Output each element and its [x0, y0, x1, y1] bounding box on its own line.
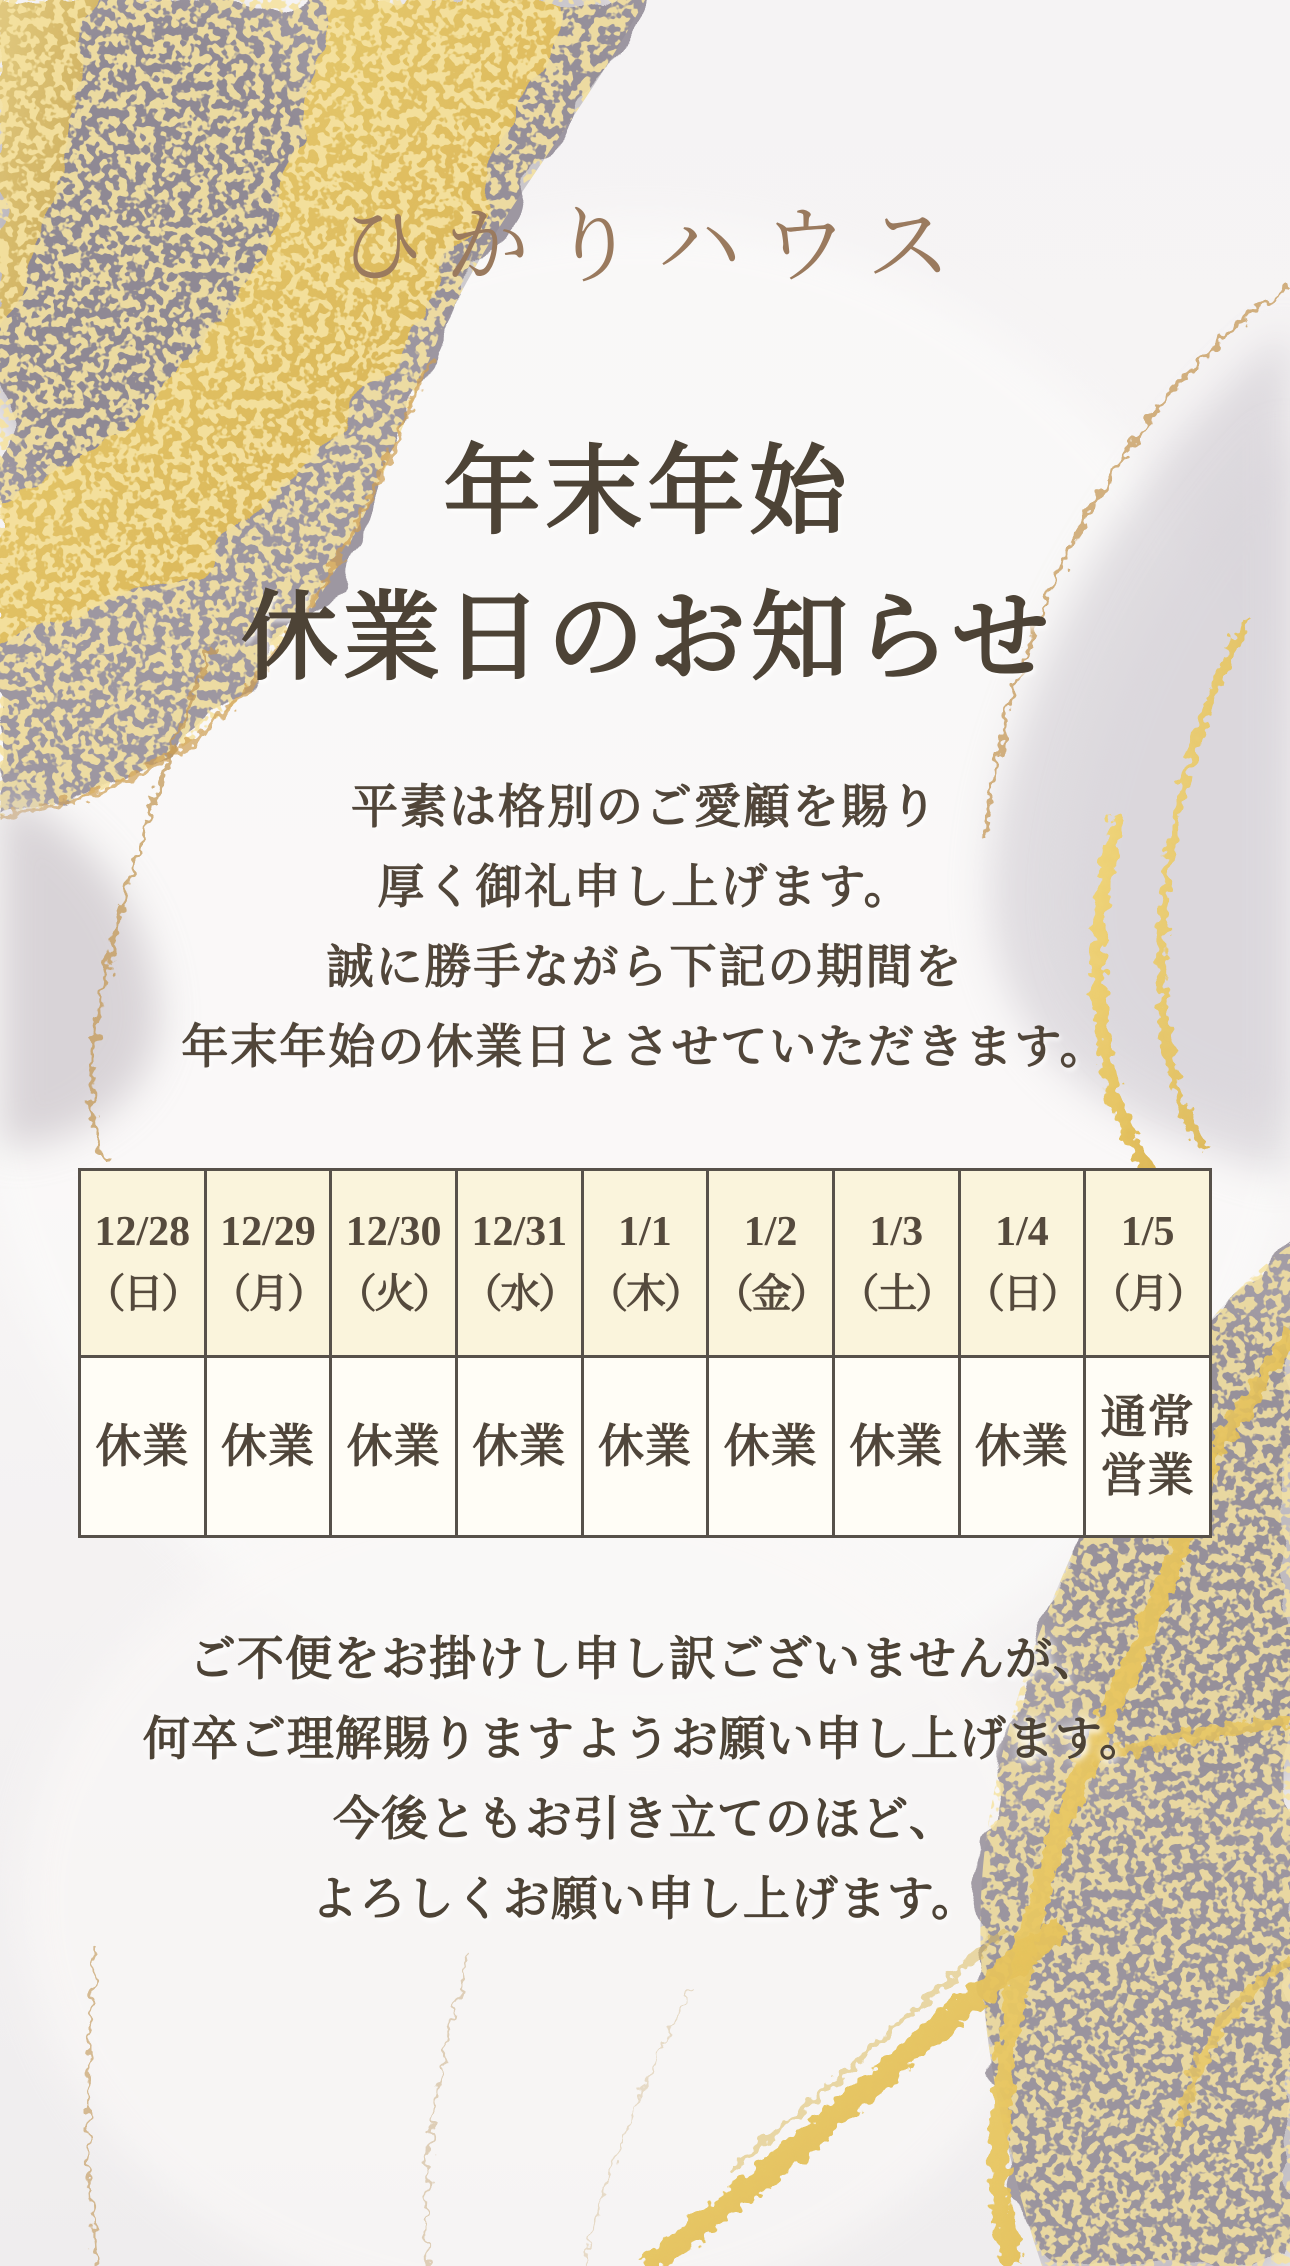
notice-title: [0, 420, 1290, 712]
schedule-date-header: [331, 1170, 457, 1357]
schedule-date-header: [582, 1170, 708, 1357]
table-header-row: [80, 1170, 1211, 1357]
date-label: 12/31: [471, 1209, 568, 1255]
weekday-label: （火）: [336, 1271, 451, 1316]
schedule-status-cell: 休業: [708, 1357, 834, 1537]
schedule-status-cell: 休業: [582, 1357, 708, 1537]
weekday-label: （水）: [462, 1271, 577, 1316]
weekday-label: （月）: [1090, 1271, 1205, 1316]
date-label: 1/2: [743, 1209, 798, 1255]
closing-line: よろしくお願い申し上げます。: [310, 1874, 980, 1926]
date-label: 1/5: [1120, 1209, 1175, 1255]
greeting-paragraph: [0, 768, 1290, 1088]
greeting-line: 年末年始の休業日とさせていただきます。: [181, 1022, 1109, 1074]
closing-line: 今後ともお引き立てのほど、: [333, 1794, 957, 1846]
schedule-status-cell: 休業: [833, 1357, 959, 1537]
schedule-date-header: [833, 1170, 959, 1357]
store-name: ひかりハウス: [339, 199, 973, 293]
greeting-line: 厚く御礼申し上げます。: [377, 862, 913, 914]
schedule-date-header: [1085, 1170, 1211, 1357]
weekday-label: （木）: [587, 1271, 702, 1316]
notice-title-line2: 休業日のお知らせ: [240, 585, 1055, 692]
weekday-label: （土）: [839, 1271, 954, 1316]
schedule-status-cell: 休業: [331, 1357, 457, 1537]
schedule-date-header: [959, 1170, 1085, 1357]
date-label: 12/28: [94, 1209, 191, 1255]
date-label: 1/4: [995, 1209, 1049, 1255]
schedule-status-cell: 休業: [205, 1357, 331, 1537]
greeting-line: 平素は格別のご愛顧を賜り: [351, 782, 939, 834]
weekday-label: （金）: [713, 1271, 828, 1316]
schedule-date-header: [708, 1170, 834, 1357]
table-status-row: [80, 1357, 1211, 1537]
date-label: 1/1: [618, 1209, 672, 1255]
schedule-status-cell: 通常営業: [1085, 1357, 1211, 1537]
schedule-status-cell: 休業: [80, 1357, 206, 1537]
weekday-label: （日）: [964, 1271, 1079, 1316]
schedule-date-header: [80, 1170, 206, 1357]
closing-line: ご不便をお掛けし申し訳ございませんが、: [189, 1634, 1101, 1686]
greeting-line: 誠に勝手ながら下記の期間を: [326, 942, 964, 994]
date-label: 12/29: [220, 1209, 316, 1255]
weekday-label: （月）: [210, 1271, 325, 1316]
schedule-date-header: [456, 1170, 582, 1357]
schedule-status-cell: 休業: [959, 1357, 1085, 1537]
closing-paragraph: [0, 1620, 1290, 1940]
holiday-schedule-table: [78, 1168, 1212, 1538]
weekday-label: （日）: [85, 1271, 200, 1316]
notice-title-line1: 年末年始: [443, 439, 852, 546]
schedule-status-cell: 休業: [456, 1357, 582, 1537]
date-label: 1/3: [869, 1209, 924, 1255]
schedule-date-header: [205, 1170, 331, 1357]
date-label: 12/30: [345, 1209, 442, 1255]
closing-line: 何卒ご理解賜りますようお願い申し上げます。: [142, 1714, 1148, 1766]
